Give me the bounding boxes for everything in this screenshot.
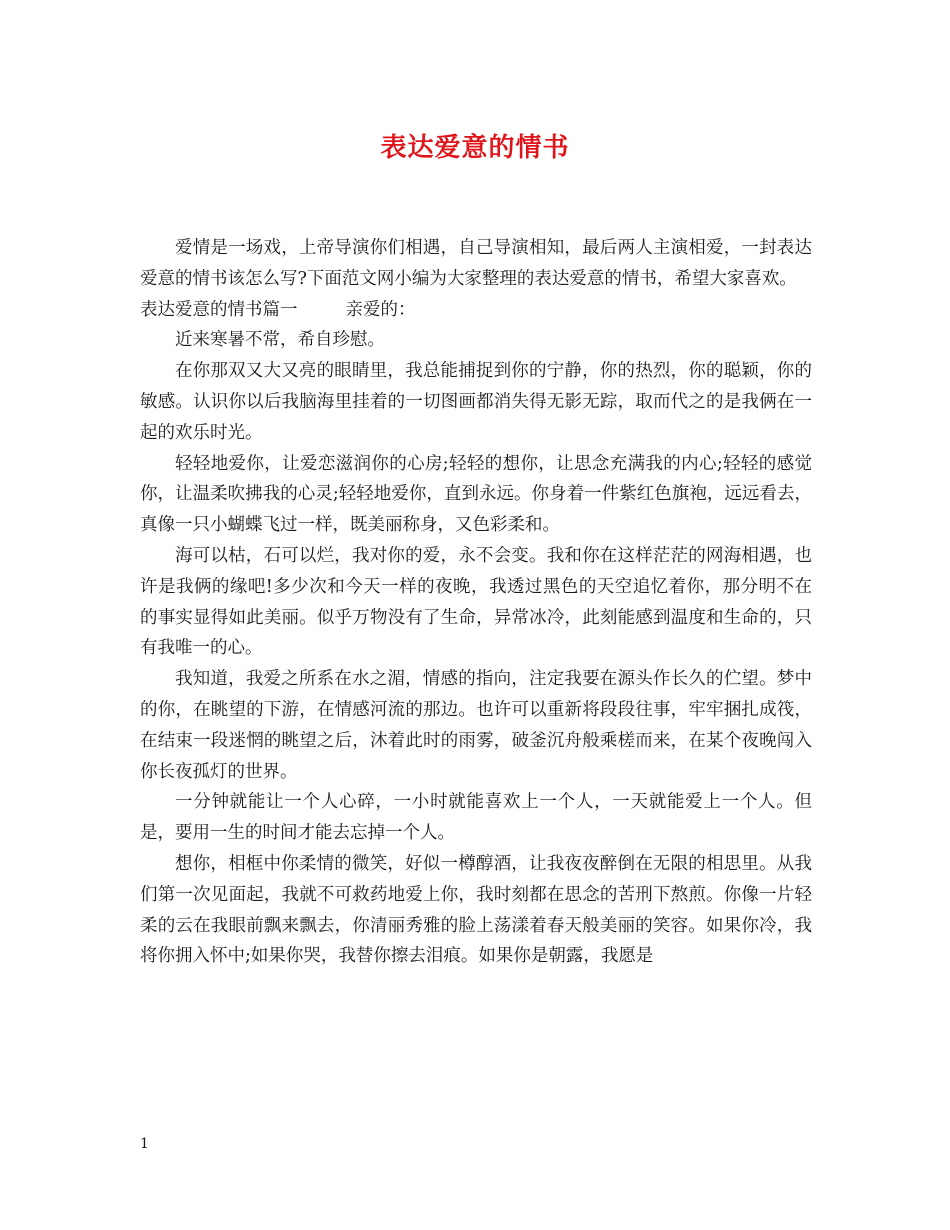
page-title: 表达爱意的情书: [380, 133, 570, 163]
salutation: 亲爱的：: [345, 299, 416, 320]
letter-paragraph: 轻轻地爱你，让爱恋滋润你的心房;轻轻的想你，让思念充满我的内心;轻轻的感觉你，让温柔吹拂我的心灵;轻轻地爱你，直到永远。你身着一件紫红色旗袍，远远看去，真像一只小蝴蝶飞过一样，既美丽称身，又色彩柔和。: [140, 453, 812, 536]
letter-paragraph: 近来寒暑不常，希自珍慰。: [175, 330, 385, 351]
letter-paragraph: 一分钟就能让一个人心碎，一小时就能喜欢上一个人，一天就能爱上一个人。但是，要用一生的时间才能去忘掉一个人。: [140, 792, 812, 844]
letter-paragraph: 在你那双又大又亮的眼睛里，我总能捕捉到你的宁静，你的热烈，你的聪颖，你的敏感。认识你以后我脑海里挂着的一切图画都消失得无影无踪，取而代之的是我俩在一起的欢乐时光。: [140, 361, 812, 443]
page-number: 1: [140, 1136, 149, 1152]
letter-paragraph: 海可以枯，石可以烂，我对你的爱，永不会变。我和你在这样茫茫的网海相遇，也许是我俩的缘吧!多少次和今天一样的夜晚，我透过黑色的天空追忆着你，那分明不在的事实显得如此美丽。似乎万物没有了生命，异常冰冷，此刻能感到温度和生命的，只有我唯一的心。: [140, 545, 812, 659]
document-body: [140, 233, 812, 972]
letter-paragraph: 我知道，我爱之所系在水之湄，情感的指向，注定我要在源头作长久的伫望。梦中的你，在眺望的下游，在情感河流的那边。也许可以重新将段段往事，牢牢捆扎成筏，在结束一段迷惘的眺望之后，沐着此时的雨雾，破釜沉舟般乘槎而来，在某个夜晚闯入你长夜孤灯的世界。: [140, 669, 812, 782]
section-heading: 表达爱意的情书篇一: [140, 299, 298, 320]
intro-paragraph: 爱情是一场戏，上帝导演你们相遇，自己导演相知，最后两人主演相爱，一封表达爱意的情书该怎么写?下面范文网小编为大家整理的表达爱意的情书，希望大家喜欢。: [140, 238, 812, 289]
section-heading-line: [140, 295, 812, 326]
letter-paragraph: 想你，相框中你柔情的微笑，好似一樽醇酒，让我夜夜醉倒在无限的相思里。从我们第一次见面起，我就不可救药地爱上你，我时刻都在思念的苦刑下熬煎。你像一片轻柔的云在我眼前飘来飘去，你清丽秀雅的脸上荡漾着春天般美丽的笑容。如果你冷，我将你拥入怀中;如果你哭，我替你擦去泪痕。如果你是朝露，我愿是: [140, 853, 812, 967]
